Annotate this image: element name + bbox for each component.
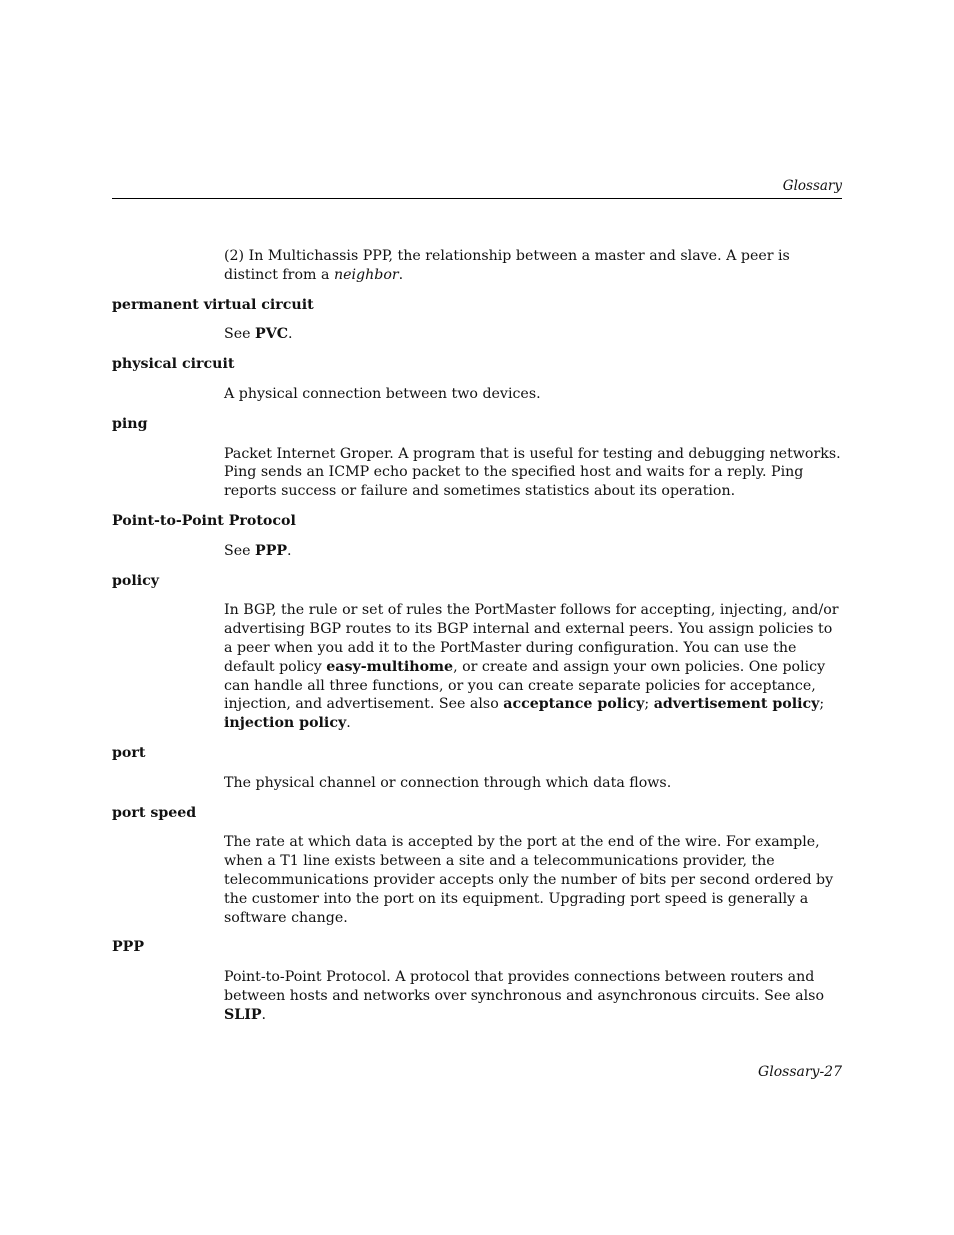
cross-ref-slip: SLIP (224, 1006, 262, 1023)
def-text: . (288, 326, 293, 343)
definition-port-speed: The rate at which data is accepted by the port at the end of the wire. For example, when a T1 line exists between a site and a telecommunications provider, the telecommunications provider accepts only the number of bits per second ordered by the customer into the port on its equipment. Upgrading port speed is generally a software change. (224, 834, 834, 926)
page-number: Glossary-27 (758, 1064, 842, 1080)
def-text: ; (644, 696, 654, 713)
term-port: port (112, 744, 146, 761)
term-policy: policy (112, 572, 160, 589)
definition-permanent-virtual-circuit (224, 325, 842, 344)
running-header: Glossary (782, 178, 842, 194)
header-rule (112, 198, 842, 199)
def-text: , or create and assign your own policies. One policy can handle all three functions, or you can create separate policies for acceptance, injection, and advertisement. See also (224, 658, 826, 713)
term-physical-circuit: physical circuit (112, 356, 235, 373)
term-ping: ping (112, 415, 148, 432)
cross-ref-acceptance-policy: acceptance policy (503, 696, 645, 713)
def-text: . (346, 715, 351, 732)
cross-ref-ppp: PPP (255, 542, 288, 559)
def-text: . (287, 542, 292, 559)
glossary-content (112, 247, 842, 1025)
definition-ppp (224, 968, 842, 1024)
definition-peer-continued (224, 247, 842, 285)
term-ppp: PPP (112, 939, 145, 956)
term-ref-neighbor: neighbor (333, 266, 399, 283)
cross-ref-advertisement-policy: advertisement policy (653, 696, 820, 713)
cross-ref-easy-multihome: easy-multihome (326, 658, 454, 675)
definition-port: The physical channel or connection through which data flows. (224, 774, 672, 791)
definition-ping: Packet Internet Groper. A program that is useful for testing and debugging networks. Ping sends an ICMP echo packet to the specified host and waits for a reply. Ping reports success or failure and sometimes statistics about its operation. (224, 445, 841, 500)
definition-policy (224, 601, 842, 733)
def-text: Point-to-Point Protocol. A protocol that provides connections between routers and between hosts and networks over synchronous and asynchronous circuits. See also (224, 969, 825, 1004)
def-text: . (398, 266, 404, 283)
def-text: . (261, 1006, 267, 1023)
def-text: See (224, 326, 256, 343)
def-text: ; (819, 696, 825, 713)
term-permanent-virtual-circuit: permanent virtual circuit (112, 296, 314, 313)
def-text: In BGP, the rule or set of rules the PortMaster follows for accepting, injecting, and/or advertising BGP routes to its BGP internal and external peers. You assign policies to a peer when you add it to the PortMaster during configuration. You can use the default policy (224, 602, 839, 675)
def-text: See (224, 542, 256, 559)
def-text: (2) In Multichassis PPP, the relationship between a master and slave. A peer is distinct from a (224, 248, 790, 283)
term-port-speed: port speed (112, 804, 197, 821)
definition-point-to-point-protocol (224, 542, 842, 561)
cross-ref-pvc: PVC (255, 326, 288, 343)
cross-ref-injection-policy: injection policy (224, 715, 347, 732)
definition-physical-circuit: A physical connection between two devices. (224, 385, 541, 402)
term-point-to-point-protocol: Point-to-Point Protocol (112, 512, 296, 529)
